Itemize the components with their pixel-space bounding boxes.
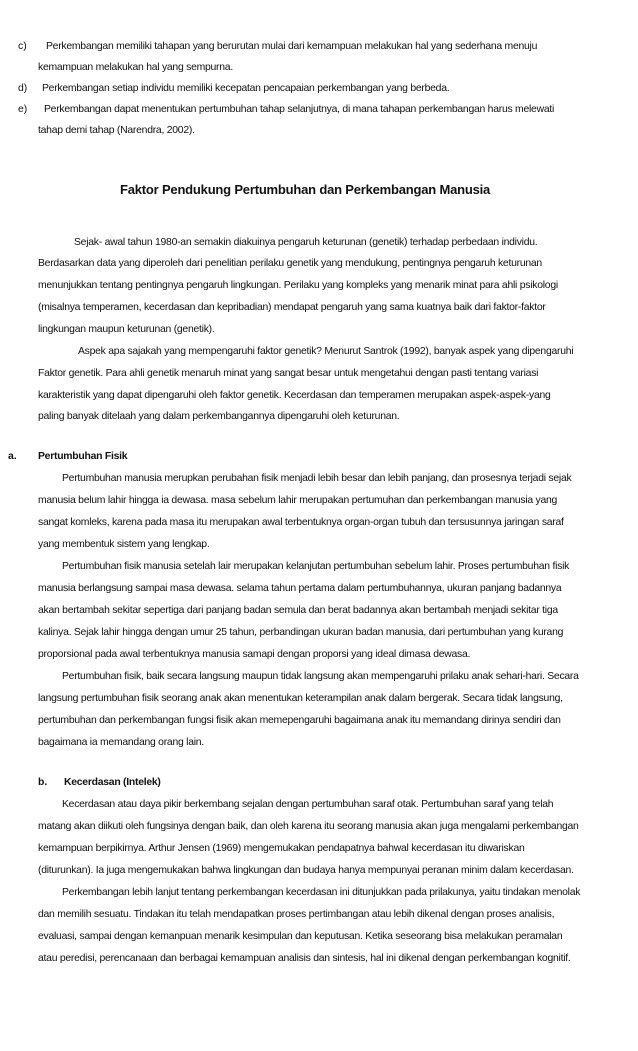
paragraph-line: karakteristik yang dapat dipengaruhi oleh faktor genetik. Kecerdasan dan temperamen merupakan aspek-aspek-yang <box>38 390 551 401</box>
paragraph-line: proporsional pada awal terbentuknya manusia samapi dengan proporsi yang ideal dimasa dewasa. <box>38 649 471 660</box>
section-a-heading: Pertumbuhan Fisik <box>38 451 128 462</box>
paragraph-line: atau peredisi, perencanaan dan berbagai kemampuan analisis dan sintesis, hal ini dikenal dengan perkembangan kognitif. <box>38 953 571 964</box>
section-b-heading: Kecerdasan (Intelek) <box>64 777 161 788</box>
paragraph-line: Kecerdasan atau daya pikir berkembang sejalan dengan pertumbuhan saraf otak. Pertumbuhan saraf yang telah <box>62 799 554 810</box>
paragraph-line: manusia berlangsung sampai masa dewasa. selama tahun pertama dalam pertumbuhannya, ukuran panjang badannya <box>38 583 562 594</box>
list-item-e-line: tahap demi tahap (Narendra, 2002). <box>38 125 195 136</box>
paragraph-line: Berdasarkan data yang diperoleh dari penelitian perilaku genetik yang mendukung, pentingnya pengaruh keturunan <box>38 258 542 269</box>
list-item-c-line: kemampuan melakukan hal yang sempurna. <box>38 62 233 73</box>
paragraph-line: Pertumbuhan fisik manusia setelah lair merupakan kelanjutan pertumbuhan sebelum lahir. Proses pertumbuhan fisik <box>62 561 570 572</box>
paragraph-line: (misalnya temperamen, kecerdasan dan kepribadian) mendapat pengaruh yang sama kuatnya baik dari faktor-faktor <box>38 302 546 313</box>
paragraph-line: Pertumbuhan manusia merupkan perubahan fisik menjadi lebih besar dan lebih panjang, dan prosesnya terjadi sejak <box>62 473 572 484</box>
paragraph-line: Aspek apa sajakah yang mempengaruhi faktor genetik? Menurut Santrok (1992), banyak aspek yang dipengaruhi <box>78 346 574 357</box>
paragraph-line: kalinya. Sejak lahir hingga dengan umur 25 tahun, perbandingan ukuran badan manusia, dari pertumbuhan yang kurang <box>38 627 564 638</box>
paragraph-line: bagaimana ia memandang orang lain. <box>38 737 204 748</box>
list-item-c-line: Perkembangan memiliki tahapan yang berurutan mulai dari kemampuan melakukan hal yang sederhana menuju <box>46 41 538 52</box>
paragraph-line: sangat komleks, karena pada masa itu merupakan awal terbentuknya organ-organ tubuh dan tersusunnya jaringan saraf <box>38 517 564 528</box>
paragraph-line: yang membentuk sistem yang lengkap. <box>38 539 210 550</box>
paragraph-line: langsung pertumbuhan fisik seorang anak akan menentukan keterampilan anak dalam bergerak. Secara tidak langsung, <box>38 693 563 704</box>
paragraph-line: Pertumbuhan fisik, baik secara langsung maupun tidak langsung akan mempengaruhi prilaku anak sehari-hari. Secara <box>62 671 579 682</box>
list-marker-d: d) <box>18 83 28 94</box>
list-marker-c: c) <box>18 41 27 52</box>
paragraph-line: Faktor genetik. Para ahli genetik menaruh minat yang sangat besar untuk mengetahui dengan pasti tentang variasi <box>38 368 539 379</box>
section-title: Faktor Pendukung Pertumbuhan dan Perkembangan Manusia <box>120 182 491 197</box>
section-a-marker: a. <box>8 451 17 462</box>
paragraph-line: manusia belum lahir hingga ia dewasa. masa sebelum lahir merupakan pertumuhan dan perkembangan manusia yang <box>38 495 558 506</box>
paragraph-line: pertumbuhan dan perkembangan fungsi fisik akan memepengaruhi bagaimana anak itu memandang dirinya sendiri dan <box>38 715 561 726</box>
list-marker-e: e) <box>18 104 28 115</box>
paragraph-line: matang akan diikuti oleh fungsinya dengan baik, dan oleh karena itu seorang manusia akan juga mengalami perkembangan <box>38 821 579 832</box>
list-item-d-line: Perkembangan setiap individu memiliki kecepatan pencapaian perkembangan yang berbeda. <box>42 83 450 94</box>
paragraph-line: akan bertambah sekitar sepertiga dari panjang badan semula dan berat badannya akan bertambah menjadi sekitar tiga <box>38 605 558 616</box>
paragraph-line: kemampuan berpikirnya. Arthur Jensen (1969) mengemukakan pendapatnya bahwal kecerdasan itu diwariskan <box>38 843 525 854</box>
paragraph-line: paling banyak ditelaah yang dalam perkembangannya dipengaruhi oleh keturunan. <box>38 411 400 422</box>
paragraph-line: dan memilih sesuatu. Tindakan itu telah mendapatkan proses pertimbangan atau lebih dikenal dengan proses analisis, <box>38 909 555 920</box>
paragraph-line: Sejak- awal tahun 1980-an semakin diakuinya pengaruh keturunan (genetik) terhadap perbedaan individu. <box>74 237 538 248</box>
paragraph-line: Perkembangan lebih lanjut tentang perkembangan kecerdasan ini ditunjukkan pada prilakunya, yaitu tindakan menolak <box>62 887 581 898</box>
list-item-e-line: Perkembangan dapat menentukan pertumbuhan tahap selanjutnya, di mana tahapan perkembangan harus melewati <box>44 104 555 115</box>
section-b-marker: b. <box>38 777 48 788</box>
paragraph-line: evaluasi, sampai dengan kemanpuan menarik kesimpulan dan keputusan. Ketika seseorang bisa melakukan peramalan <box>38 931 563 942</box>
paragraph-line: lingkungan maupun keturunan (genetik). <box>38 324 215 335</box>
paragraph-line: menunjukkan tentang pentingnya pengaruh lingkungan. Perilaku yang kompleks yang menarik minat para ahli psikologi <box>38 280 558 291</box>
paragraph-line: (diturunkan). Ia juga mengemukakan bahwa lingkungan dan budaya hanya mempunyai peranan minim dalam kecerdasan. <box>38 865 574 876</box>
